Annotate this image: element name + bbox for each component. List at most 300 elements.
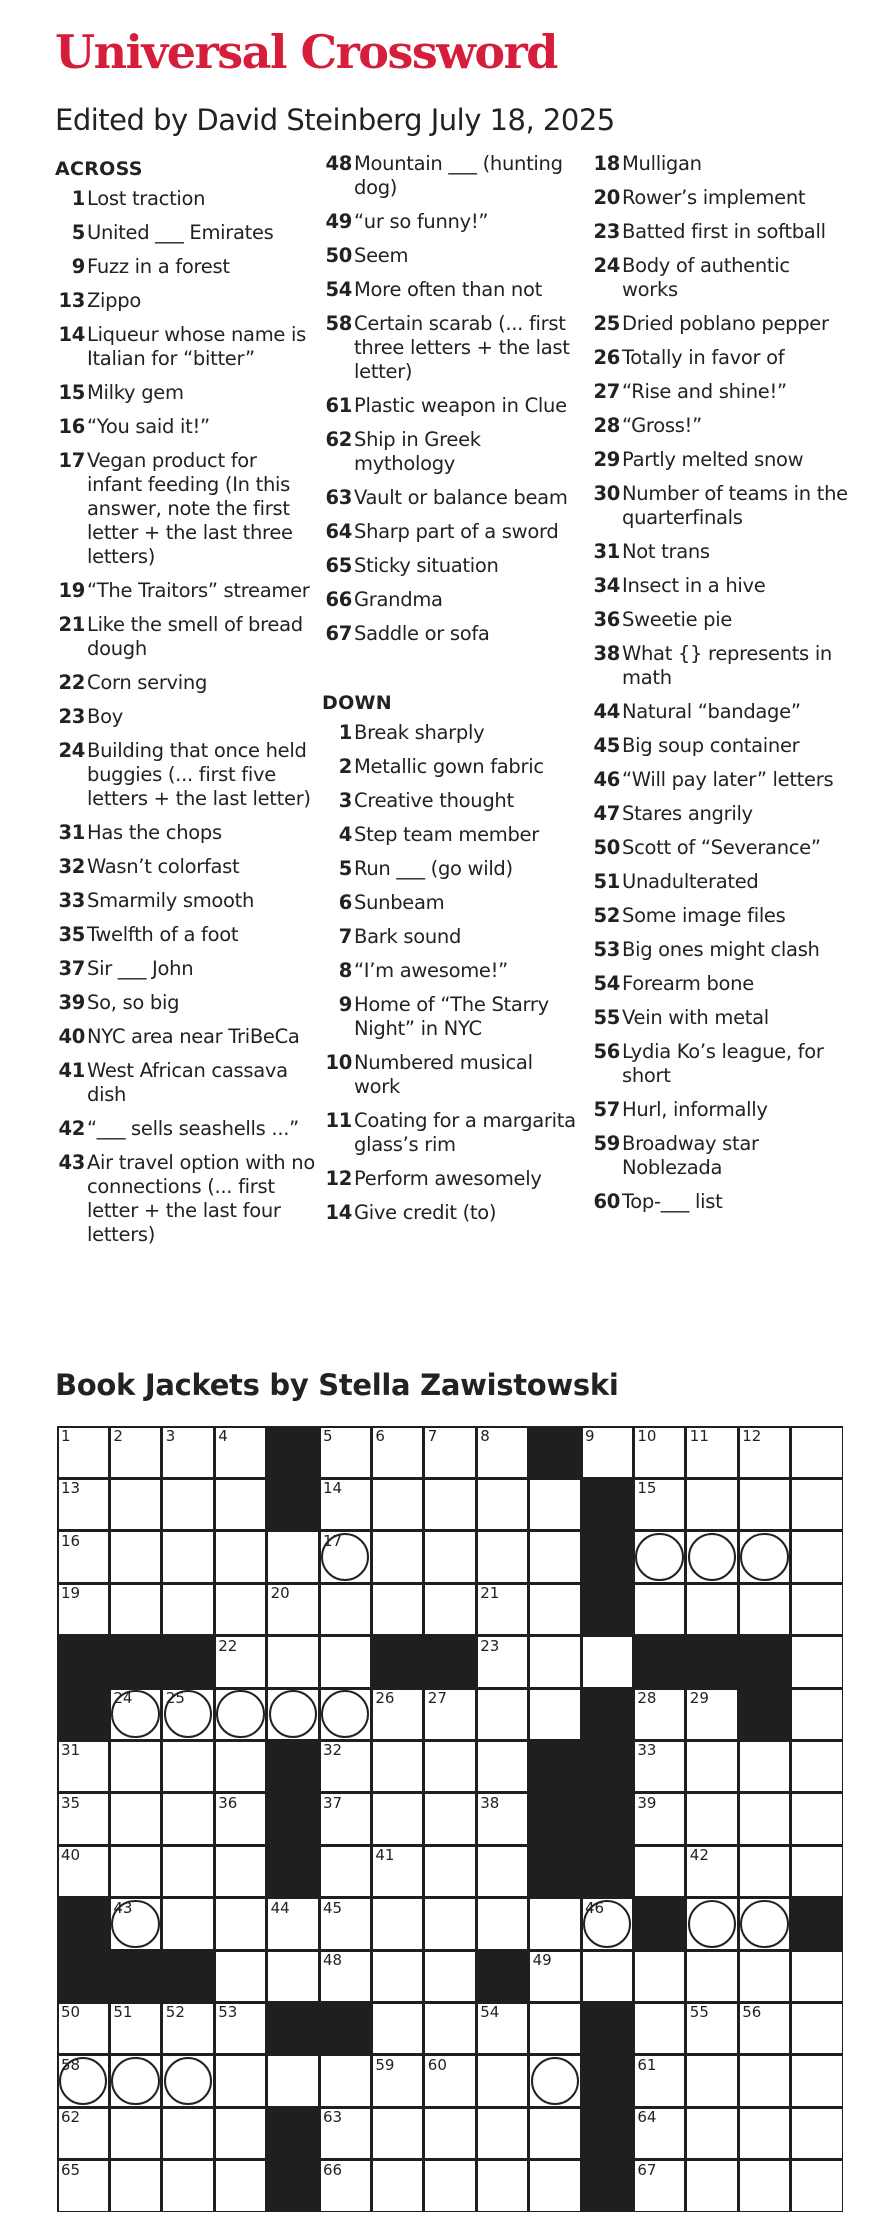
- grid-cell[interactable]: [371, 1688, 423, 1740]
- clue-15-across[interactable]: [55, 381, 315, 405]
- grid-cell[interactable]: [371, 2055, 423, 2107]
- grid-cell[interactable]: [791, 1845, 843, 1897]
- clue-number: 23: [593, 220, 620, 243]
- grid-cell[interactable]: [686, 1740, 738, 1792]
- grid-cell[interactable]: [529, 2107, 581, 2159]
- grid-cell[interactable]: [738, 2107, 790, 2159]
- cell-number: 66: [323, 2160, 343, 2179]
- grid-cell[interactable]: [371, 1740, 423, 1792]
- grid-cell[interactable]: [738, 1845, 790, 1897]
- grid-cell[interactable]: [633, 1688, 685, 1740]
- clue-14-down[interactable]: [322, 1201, 582, 1225]
- clue-33-across[interactable]: [55, 889, 315, 913]
- grid-cell[interactable]: [633, 1531, 685, 1583]
- grid-cell[interactable]: [476, 2002, 528, 2054]
- grid-cell[interactable]: [424, 1898, 476, 1950]
- grid-cell[interactable]: [267, 1583, 319, 1635]
- black-square: [581, 1478, 633, 1530]
- brand-title: Universal Crossword: [55, 25, 557, 79]
- grid-cell[interactable]: [581, 1426, 633, 1478]
- clue-25-down[interactable]: [590, 312, 850, 336]
- grid-cell[interactable]: [424, 1845, 476, 1897]
- grid-cell[interactable]: [686, 1478, 738, 1530]
- grid-cell[interactable]: [686, 1898, 738, 1950]
- grid-line: [842, 1426, 844, 2212]
- clue-45-down[interactable]: [590, 734, 850, 758]
- clue-47-down[interactable]: [590, 802, 850, 826]
- clue-56-down[interactable]: [590, 1040, 850, 1088]
- grid-cell[interactable]: [686, 1688, 738, 1740]
- grid-cell[interactable]: [791, 1426, 843, 1478]
- clue-number: 22: [58, 671, 85, 694]
- grid-cell[interactable]: [686, 1845, 738, 1897]
- grid-cell[interactable]: [476, 2055, 528, 2107]
- grid-cell[interactable]: [529, 1950, 581, 2002]
- grid-cell[interactable]: [529, 2002, 581, 2054]
- grid-cell[interactable]: [424, 1688, 476, 1740]
- grid-cell[interactable]: [529, 1688, 581, 1740]
- grid-cell[interactable]: [109, 1426, 161, 1478]
- clue-37-across[interactable]: [55, 957, 315, 981]
- grid-cell[interactable]: [476, 1688, 528, 1740]
- clue-number: 46: [593, 768, 620, 791]
- grid-cell[interactable]: [214, 1950, 266, 2002]
- clue-number: 16: [58, 415, 85, 438]
- clue-36-down[interactable]: [590, 608, 850, 632]
- grid-cell[interactable]: [371, 2002, 423, 2054]
- grid-cell[interactable]: [319, 1583, 371, 1635]
- grid-cell[interactable]: [633, 2107, 685, 2159]
- grid-cell[interactable]: [214, 2002, 266, 2054]
- grid-cell[interactable]: [424, 2107, 476, 2159]
- clue-59-down[interactable]: [590, 1132, 850, 1180]
- grid-cell[interactable]: [476, 1636, 528, 1688]
- grid-cell[interactable]: [57, 1845, 109, 1897]
- grid-cell[interactable]: [633, 1583, 685, 1635]
- grid-cell[interactable]: [791, 2055, 843, 2107]
- grid-line: [57, 1791, 843, 1794]
- grid-cell[interactable]: [319, 1531, 371, 1583]
- grid-cell[interactable]: [109, 1740, 161, 1792]
- clue-24-across[interactable]: [55, 739, 315, 811]
- clue-31-across[interactable]: [55, 821, 315, 845]
- grid-cell[interactable]: [214, 1898, 266, 1950]
- clue-12-down[interactable]: [322, 1167, 582, 1191]
- grid-cell[interactable]: [424, 1478, 476, 1530]
- grid-cell[interactable]: [633, 2160, 685, 2212]
- grid-cell[interactable]: [424, 1531, 476, 1583]
- grid-cell[interactable]: [738, 1426, 790, 1478]
- grid-cell[interactable]: [791, 2160, 843, 2212]
- clue-5-down[interactable]: [322, 857, 582, 881]
- grid-cell[interactable]: [371, 2107, 423, 2159]
- grid-cell[interactable]: [267, 1531, 319, 1583]
- clue-49-across[interactable]: [322, 210, 582, 234]
- grid-cell[interactable]: [109, 2002, 161, 2054]
- grid-cell[interactable]: [162, 1688, 214, 1740]
- clue-text: Lost traction: [87, 187, 206, 210]
- grid-cell[interactable]: [424, 1583, 476, 1635]
- grid-line: [527, 1426, 530, 2212]
- clue-23-across[interactable]: [55, 705, 315, 729]
- clue-text: Smarmily smooth: [87, 889, 255, 912]
- grid-cell[interactable]: [529, 1531, 581, 1583]
- grid-cell[interactable]: [581, 1898, 633, 1950]
- grid-cell[interactable]: [214, 1845, 266, 1897]
- grid-cell[interactable]: [791, 2107, 843, 2159]
- grid-cell[interactable]: [476, 1898, 528, 1950]
- grid-cell[interactable]: [214, 1740, 266, 1792]
- grid-cell[interactable]: [162, 1478, 214, 1530]
- grid-cell[interactable]: [633, 1426, 685, 1478]
- grid-cell[interactable]: [319, 2107, 371, 2159]
- grid-cell[interactable]: [319, 2055, 371, 2107]
- grid-cell[interactable]: [214, 1531, 266, 1583]
- grid-cell[interactable]: [214, 2107, 266, 2159]
- clue-26-down[interactable]: [590, 346, 850, 370]
- clue-54-down[interactable]: [590, 972, 850, 996]
- grid-cell[interactable]: [319, 1793, 371, 1845]
- clue-number: 18: [593, 152, 620, 175]
- grid-cell[interactable]: [633, 1740, 685, 1792]
- grid-cell[interactable]: [57, 1740, 109, 1792]
- clue-18-down[interactable]: [590, 152, 850, 176]
- clue-58-across[interactable]: [322, 312, 582, 384]
- clue-54-across[interactable]: [322, 278, 582, 302]
- clue-text: Top-___ list: [622, 1190, 723, 1213]
- clue-43-across[interactable]: [55, 1151, 315, 1247]
- grid-cell[interactable]: [738, 1531, 790, 1583]
- clue-57-down[interactable]: [590, 1098, 850, 1122]
- clue-20-down[interactable]: [590, 186, 850, 210]
- clue-1-down[interactable]: [322, 721, 582, 745]
- grid-cell[interactable]: [162, 1740, 214, 1792]
- clue-1-across[interactable]: [55, 187, 315, 211]
- grid-cell[interactable]: [109, 1688, 161, 1740]
- grid-cell[interactable]: [319, 1845, 371, 1897]
- grid-cell[interactable]: [371, 1898, 423, 1950]
- grid-cell[interactable]: [371, 1478, 423, 1530]
- clue-64-across[interactable]: [322, 520, 582, 544]
- clue-19-across[interactable]: [55, 579, 315, 603]
- grid-cell[interactable]: [686, 2002, 738, 2054]
- grid-cell[interactable]: [162, 1898, 214, 1950]
- grid-cell[interactable]: [424, 1740, 476, 1792]
- clue-number: 57: [593, 1098, 620, 1121]
- grid-cell[interactable]: [686, 2160, 738, 2212]
- grid-cell[interactable]: [686, 1531, 738, 1583]
- clue-39-across[interactable]: [55, 991, 315, 1015]
- clue-text: “I’m awesome!”: [354, 959, 508, 982]
- grid-cell[interactable]: [109, 2055, 161, 2107]
- clue-50-across[interactable]: [322, 244, 582, 268]
- grid-cell[interactable]: [581, 1636, 633, 1688]
- grid-cell[interactable]: [214, 1583, 266, 1635]
- grid-cell[interactable]: [686, 2107, 738, 2159]
- clue-text: Sweetie pie: [622, 608, 733, 631]
- grid-cell[interactable]: [57, 2107, 109, 2159]
- clue-42-across[interactable]: [55, 1117, 315, 1141]
- grid-cell[interactable]: [791, 1793, 843, 1845]
- grid-cell[interactable]: [214, 2055, 266, 2107]
- grid-cell[interactable]: [319, 1636, 371, 1688]
- grid-cell[interactable]: [424, 2055, 476, 2107]
- grid-cell[interactable]: [738, 1793, 790, 1845]
- grid-cell[interactable]: [267, 2055, 319, 2107]
- clue-3-down[interactable]: [322, 789, 582, 813]
- circle-marker: [216, 1690, 264, 1738]
- clue-number: 10: [325, 1051, 352, 1074]
- clue-32-across[interactable]: [55, 855, 315, 879]
- grid-cell[interactable]: [581, 1950, 633, 2002]
- clue-10-down[interactable]: [322, 1051, 582, 1099]
- clue-51-down[interactable]: [590, 870, 850, 894]
- grid-cell[interactable]: [162, 1583, 214, 1635]
- clue-44-down[interactable]: [590, 700, 850, 724]
- clue-29-down[interactable]: [590, 448, 850, 472]
- grid-cell[interactable]: [214, 1688, 266, 1740]
- grid-cell[interactable]: [791, 1478, 843, 1530]
- grid-cell[interactable]: [109, 2160, 161, 2212]
- clue-13-across[interactable]: [55, 289, 315, 313]
- cell-number: 67: [637, 2160, 657, 2179]
- grid-cell[interactable]: [791, 1636, 843, 1688]
- grid-cell[interactable]: [57, 2055, 109, 2107]
- grid-cell[interactable]: [686, 1793, 738, 1845]
- grid-cell[interactable]: [686, 2055, 738, 2107]
- grid-cell[interactable]: [162, 1845, 214, 1897]
- grid-cell[interactable]: [476, 2160, 528, 2212]
- black-square: [267, 1740, 319, 1792]
- clue-21-across[interactable]: [55, 613, 315, 661]
- grid-cell[interactable]: [633, 2055, 685, 2107]
- clue-34-down[interactable]: [590, 574, 850, 598]
- grid-cell[interactable]: [57, 1478, 109, 1530]
- grid-cell[interactable]: [57, 1583, 109, 1635]
- grid-cell[interactable]: [319, 1898, 371, 1950]
- grid-cell[interactable]: [476, 1793, 528, 1845]
- clue-41-across[interactable]: [55, 1059, 315, 1107]
- grid-cell[interactable]: [424, 2002, 476, 2054]
- grid-cell[interactable]: [529, 1636, 581, 1688]
- clue-text: Lydia Ko’s league, for short: [622, 1040, 824, 1087]
- clue-number: 40: [58, 1025, 85, 1048]
- grid-cell[interactable]: [109, 1531, 161, 1583]
- grid-cell[interactable]: [162, 2160, 214, 2212]
- grid-cell[interactable]: [162, 2107, 214, 2159]
- grid-cell[interactable]: [633, 1845, 685, 1897]
- grid-cell[interactable]: [529, 1478, 581, 1530]
- grid-cell[interactable]: [476, 1531, 528, 1583]
- clue-63-across[interactable]: [322, 486, 582, 510]
- grid-cell[interactable]: [476, 1845, 528, 1897]
- black-square: [476, 1950, 528, 2002]
- clue-38-down[interactable]: [590, 642, 850, 690]
- grid-cell[interactable]: [529, 1898, 581, 1950]
- grid-cell[interactable]: [57, 2002, 109, 2054]
- grid-cell[interactable]: [424, 2160, 476, 2212]
- grid-cell[interactable]: [267, 1688, 319, 1740]
- grid-cell[interactable]: [738, 1740, 790, 1792]
- black-square: [581, 1793, 633, 1845]
- grid-cell[interactable]: [791, 1950, 843, 2002]
- grid-cell[interactable]: [57, 1426, 109, 1478]
- grid-cell[interactable]: [57, 2160, 109, 2212]
- grid-cell[interactable]: [738, 2160, 790, 2212]
- clue-17-across[interactable]: [55, 449, 315, 569]
- grid-cell[interactable]: [476, 1740, 528, 1792]
- clue-53-down[interactable]: [590, 938, 850, 962]
- clue-number: 9: [71, 255, 85, 278]
- grid-cell[interactable]: [267, 1950, 319, 2002]
- grid-cell[interactable]: [109, 1898, 161, 1950]
- clue-65-across[interactable]: [322, 554, 582, 578]
- clue-16-across[interactable]: [55, 415, 315, 439]
- grid-cell[interactable]: [529, 1583, 581, 1635]
- clue-46-down[interactable]: [590, 768, 850, 792]
- grid-cell[interactable]: [319, 1950, 371, 2002]
- cell-number: 64: [637, 2108, 657, 2127]
- grid-cell[interactable]: [529, 2160, 581, 2212]
- clue-number: 56: [593, 1040, 620, 1063]
- grid-cell[interactable]: [371, 1845, 423, 1897]
- clue-text: Metallic gown fabric: [354, 755, 544, 778]
- grid-cell[interactable]: [214, 2160, 266, 2212]
- clue-5-across[interactable]: [55, 221, 315, 245]
- grid-cell[interactable]: [214, 1426, 266, 1478]
- clue-11-down[interactable]: [322, 1109, 582, 1157]
- clue-23-down[interactable]: [590, 220, 850, 244]
- grid-cell[interactable]: [109, 1478, 161, 1530]
- grid-cell[interactable]: [476, 1426, 528, 1478]
- grid-line: [684, 1426, 687, 2212]
- grid-cell[interactable]: [633, 1478, 685, 1530]
- grid-cell[interactable]: [633, 1950, 685, 2002]
- cell-number: 50: [61, 2003, 81, 2022]
- grid-cell[interactable]: [267, 1636, 319, 1688]
- grid-cell[interactable]: [791, 2002, 843, 2054]
- grid-cell[interactable]: [738, 1583, 790, 1635]
- grid-cell[interactable]: [109, 1583, 161, 1635]
- clue-62-across[interactable]: [322, 428, 582, 476]
- clue-61-across[interactable]: [322, 394, 582, 418]
- clue-35-across[interactable]: [55, 923, 315, 947]
- clue-60-down[interactable]: [590, 1190, 850, 1214]
- clue-40-across[interactable]: [55, 1025, 315, 1049]
- clue-8-down[interactable]: [322, 959, 582, 983]
- grid-cell[interactable]: [162, 2055, 214, 2107]
- clue-text: Body of authentic works: [622, 254, 790, 301]
- grid-cell[interactable]: [371, 1583, 423, 1635]
- clue-text: Sir ___ John: [87, 957, 194, 980]
- grid-cell[interactable]: [529, 2055, 581, 2107]
- grid-cell[interactable]: [267, 1898, 319, 1950]
- clue-52-down[interactable]: [590, 904, 850, 928]
- grid-cell[interactable]: [738, 2055, 790, 2107]
- grid-cell[interactable]: [791, 1688, 843, 1740]
- grid-cell[interactable]: [738, 1478, 790, 1530]
- grid-cell[interactable]: [162, 1793, 214, 1845]
- clue-24-down[interactable]: [590, 254, 850, 302]
- grid-cell[interactable]: [633, 2002, 685, 2054]
- grid-cell[interactable]: [791, 1531, 843, 1583]
- cell-number: 52: [165, 2003, 185, 2022]
- grid-cell[interactable]: [371, 1793, 423, 1845]
- grid-cell[interactable]: [162, 1531, 214, 1583]
- clue-27-down[interactable]: [590, 380, 850, 404]
- grid-cell[interactable]: [371, 2160, 423, 2212]
- grid-cell[interactable]: [162, 1426, 214, 1478]
- grid-cell[interactable]: [791, 1740, 843, 1792]
- clue-48-across[interactable]: [322, 152, 582, 200]
- clue-31-down[interactable]: [590, 540, 850, 564]
- black-square: [581, 2107, 633, 2159]
- grid-cell[interactable]: [424, 1426, 476, 1478]
- grid-cell[interactable]: [319, 1426, 371, 1478]
- clue-30-down[interactable]: [590, 482, 850, 530]
- clue-28-down[interactable]: [590, 414, 850, 438]
- grid-cell[interactable]: [57, 1793, 109, 1845]
- grid-cell[interactable]: [214, 1636, 266, 1688]
- grid-cell[interactable]: [109, 2107, 161, 2159]
- grid-cell[interactable]: [57, 1531, 109, 1583]
- grid-cell[interactable]: [791, 1583, 843, 1635]
- clue-14-across[interactable]: [55, 323, 315, 371]
- grid-cell[interactable]: [371, 1426, 423, 1478]
- grid-cell[interactable]: [738, 1950, 790, 2002]
- grid-cell[interactable]: [109, 1793, 161, 1845]
- grid-cell[interactable]: [424, 1950, 476, 2002]
- grid-cell[interactable]: [476, 1583, 528, 1635]
- clue-number: 33: [58, 889, 85, 912]
- cell-number: 48: [323, 1951, 343, 1969]
- grid-cell[interactable]: [424, 1793, 476, 1845]
- grid-cell[interactable]: [319, 2160, 371, 2212]
- grid-cell[interactable]: [738, 2002, 790, 2054]
- grid-line: [57, 2158, 843, 2161]
- black-square: [267, 2160, 319, 2212]
- grid-cell[interactable]: [476, 1478, 528, 1530]
- clue-9-across[interactable]: [55, 255, 315, 279]
- clue-2-down[interactable]: [322, 755, 582, 779]
- clue-55-down[interactable]: [590, 1006, 850, 1030]
- grid-cell[interactable]: [214, 1793, 266, 1845]
- clue-6-down[interactable]: [322, 891, 582, 915]
- grid-cell[interactable]: [633, 1793, 685, 1845]
- grid-cell[interactable]: [686, 1583, 738, 1635]
- clue-4-down[interactable]: [322, 823, 582, 847]
- grid-cell[interactable]: [319, 1740, 371, 1792]
- grid-cell[interactable]: [738, 1898, 790, 1950]
- clue-9-down[interactable]: [322, 993, 582, 1041]
- circle-marker: [164, 2057, 212, 2105]
- clue-7-down[interactable]: [322, 925, 582, 949]
- clue-67-across[interactable]: [322, 622, 582, 646]
- clue-22-across[interactable]: [55, 671, 315, 695]
- grid-cell[interactable]: [371, 1531, 423, 1583]
- grid-cell[interactable]: [476, 2107, 528, 2159]
- grid-cell[interactable]: [162, 2002, 214, 2054]
- grid-cell[interactable]: [214, 1478, 266, 1530]
- clue-50-down[interactable]: [590, 836, 850, 860]
- grid-cell[interactable]: [319, 1688, 371, 1740]
- grid-cell[interactable]: [371, 1950, 423, 2002]
- grid-cell[interactable]: [109, 1845, 161, 1897]
- grid-cell[interactable]: [686, 1426, 738, 1478]
- grid-cell[interactable]: [319, 1478, 371, 1530]
- clue-66-across[interactable]: [322, 588, 582, 612]
- grid-cell[interactable]: [686, 1950, 738, 2002]
